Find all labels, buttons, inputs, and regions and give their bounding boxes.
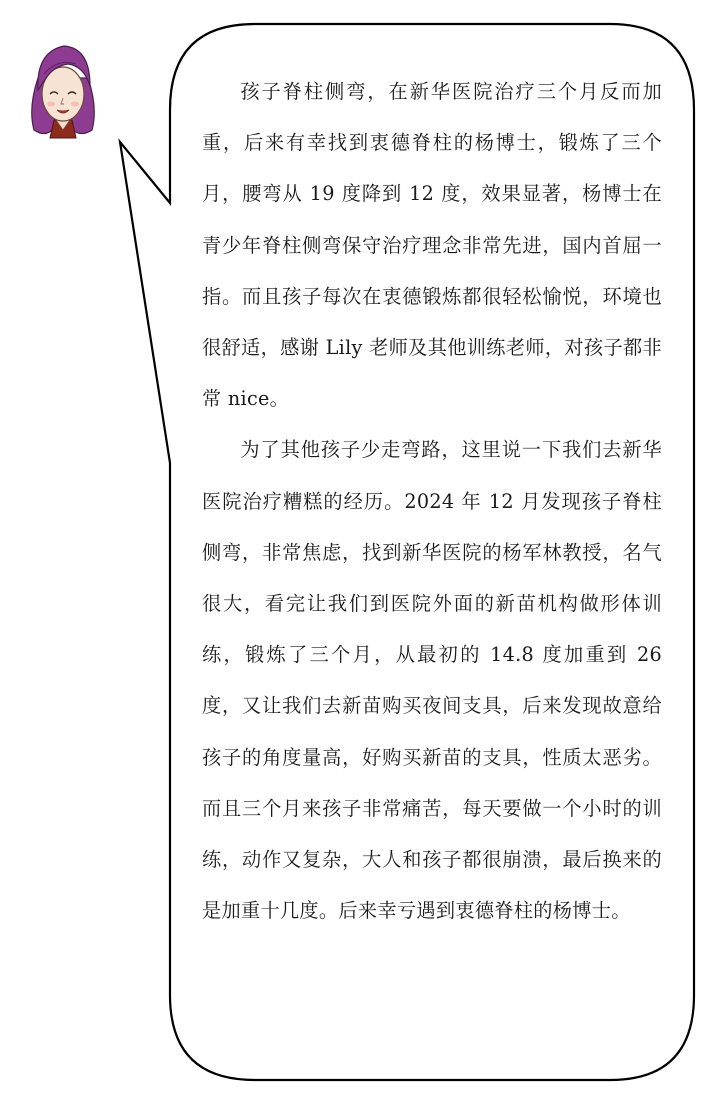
testimonial-text	[202, 66, 662, 936]
woman-face-icon	[24, 38, 100, 142]
testimonial-paragraph-1: 孩子脊柱侧弯，在新华医院治疗三个月反而加重，后来有幸找到衷德脊柱的杨博士，锻炼了三个月，腰弯从 19 度降到 12 度，效果显著，杨博士在青少年脊柱侧弯保守治疗理念非常先进，国内首屈一指。而且孩子每次在衷德锻炼都很轻松愉悦，环境也很舒适，感谢 Lily 老师及其他训练老师，对孩子都非常 nice。	[202, 80, 662, 411]
testimonial-paragraph-2: 为了其他孩子少走弯路，这里说一下我们去新华医院治疗糟糕的经历。2024 年 12 月发现孩子脊柱侧弯，非常焦虑，找到新华医院的杨军林教授，名气很大，看完让我们到医院外面的新苗机构做形体训练，锻炼了三个月，从最初的 14.8 度加重到 26 度，又让我们去新苗购买夜间支具，后来发现故意给孩子的角度量高，好购买新苗的支具，性质太恶劣。而且三个月来孩子非常痛苦，每天要做一个小时的训练，动作又复杂，大人和孩子都很崩溃，最后换来的是加重十几度。后来幸亏遇到衷德脊柱的杨博士。	[202, 438, 662, 923]
